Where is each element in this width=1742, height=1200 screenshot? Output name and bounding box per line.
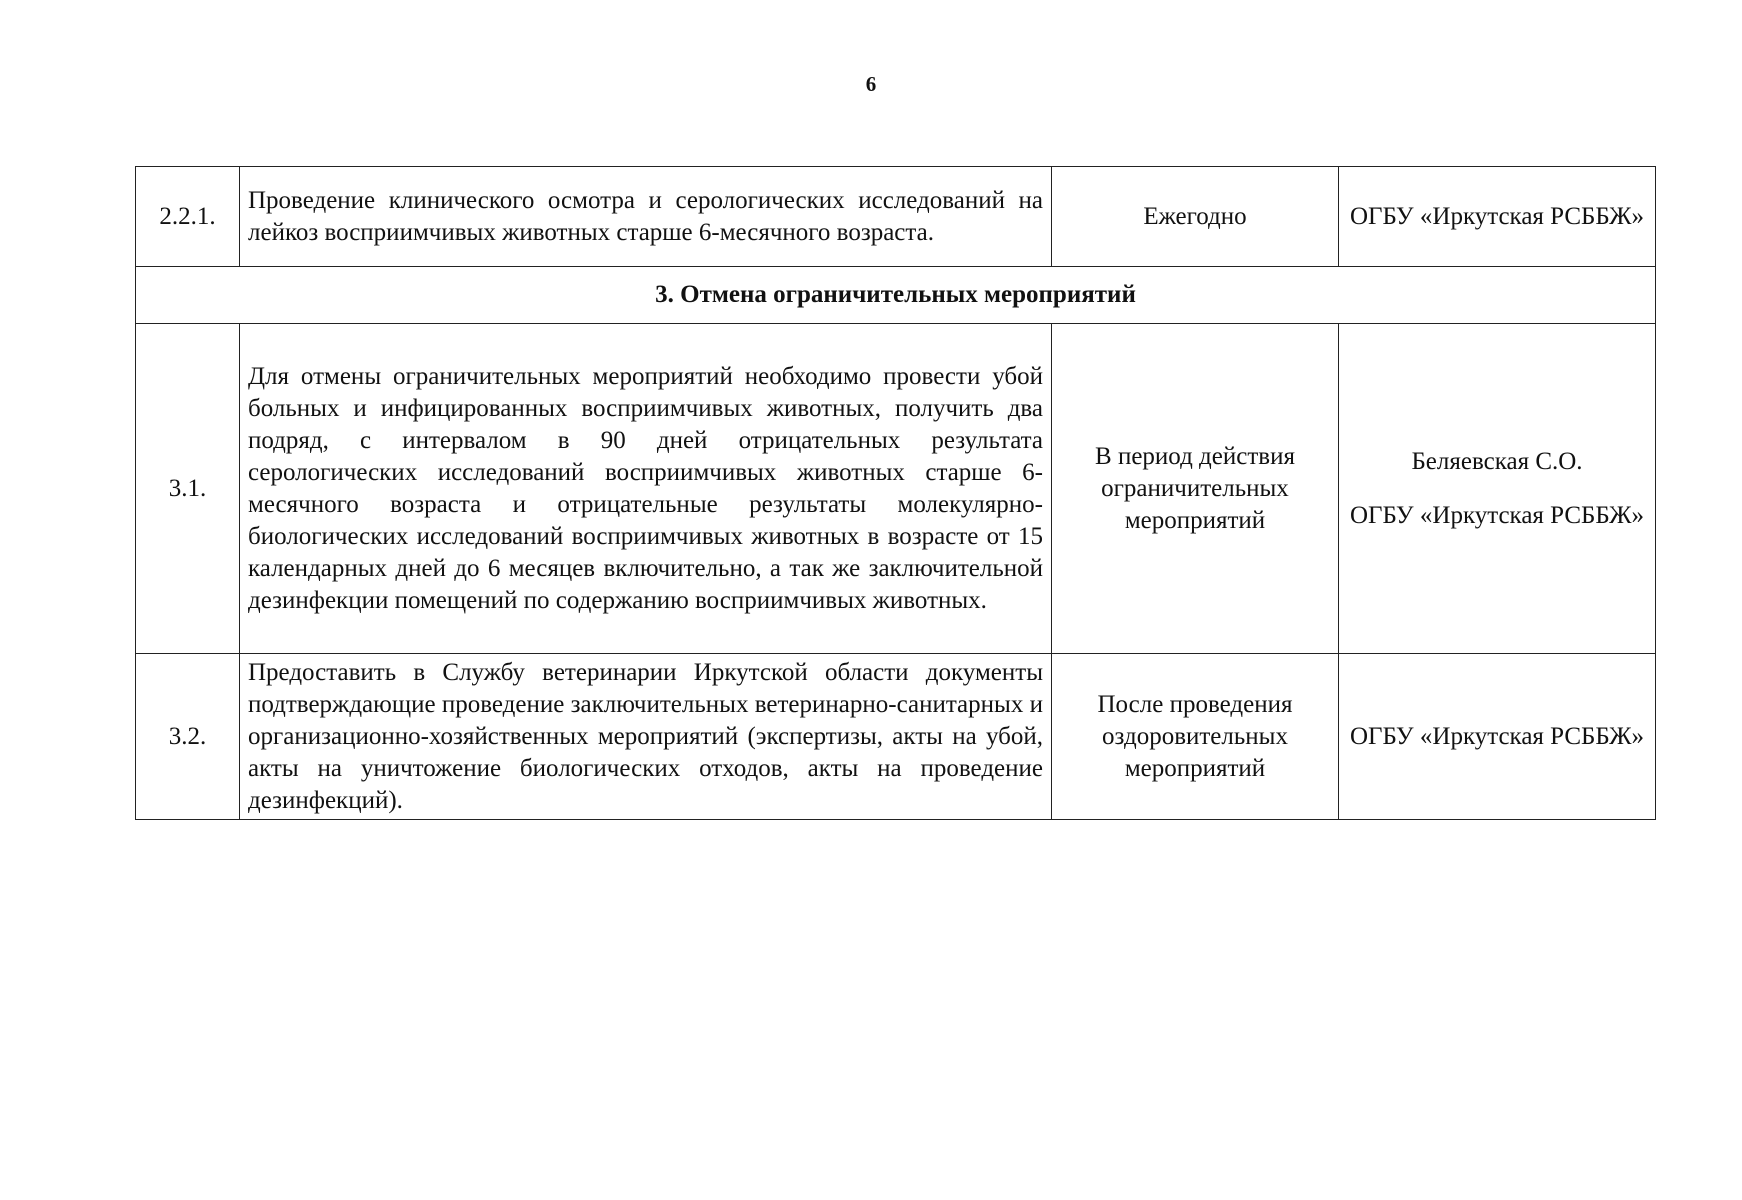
responsible-org: ОГБУ «Иркутская РСББЖ» xyxy=(1349,501,1645,529)
section-header-row xyxy=(136,267,1656,324)
row-description: Проведение клинического осмотра и серологических исследований на лейкоз восприимчивых животных старше 6-месячного возраста. xyxy=(240,167,1052,267)
row-number: 2.2.1. xyxy=(136,167,240,267)
row-responsible xyxy=(1339,167,1656,267)
responsible-org: ОГБУ «Иркутская РСББЖ» xyxy=(1349,722,1645,750)
table-row-2-2-1 xyxy=(136,167,1656,267)
page-number: 6 xyxy=(865,72,877,96)
responsible-org: ОГБУ «Иркутская РСББЖ» xyxy=(1349,202,1645,230)
measures-table xyxy=(135,166,1656,820)
row-number: 3.1. xyxy=(136,324,240,654)
row-responsible xyxy=(1339,324,1656,654)
row-term: В период действия ограничительных мероприятий xyxy=(1052,324,1339,654)
responsible-person: Беляевская С.О. xyxy=(1411,447,1583,475)
row-term: Ежегодно xyxy=(1052,167,1339,267)
row-description: Для отмены ограничительных мероприятий необходимо провести убой больных и инфицированных восприимчивых животных, получить два подряд, с интервалом в 90 дней отрицательных результата серологических исследований восприимчивых животных старше 6-месячного возраста и отрицательные результаты молекулярно-биологических исследований восприимчивых животных в возрасте от 15 календарных дней до 6 месяцев включительно, а так же заключительной дезинфекции помещений по содержанию восприимчивых животных. xyxy=(240,324,1052,654)
table-row-3-2 xyxy=(136,654,1656,820)
row-term: После проведения оздоровительных мероприятий xyxy=(1052,654,1339,820)
row-number: 3.2. xyxy=(136,654,240,820)
row-description: Предоставить в Службу ветеринарии Иркутской области документы подтверждающие проведение заключительных ветеринарно-санитарных и организационно-хозяйственных мероприятий (экспертизы, акты на убой, акты на уничтожение биологических отходов, акты на проведение дезинфекций). xyxy=(240,654,1052,820)
section-title: 3. Отмена ограничительных мероприятий xyxy=(136,267,1656,324)
row-responsible xyxy=(1339,654,1656,820)
table-row-3-1 xyxy=(136,324,1656,654)
